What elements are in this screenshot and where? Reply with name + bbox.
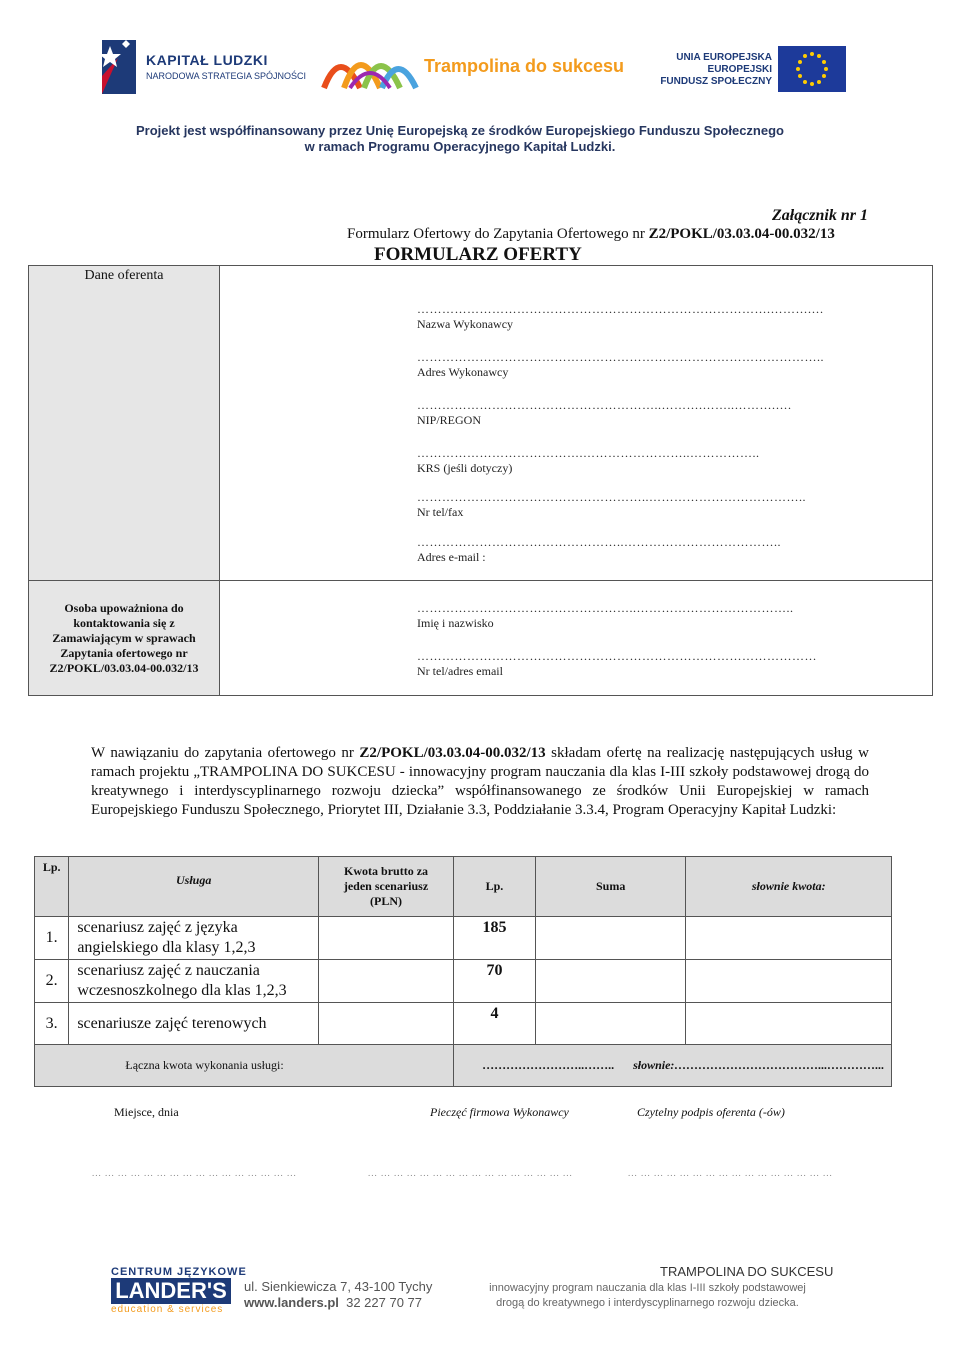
project-note (120, 123, 800, 155)
services-header-row (35, 857, 892, 917)
header-kwota: Kwota brutto za jeden scenariusz (PLN) (319, 857, 454, 917)
field-tel[interactable] (417, 490, 824, 535)
header-suma: Suma (535, 857, 686, 917)
row3-lp: 3. (35, 1003, 69, 1045)
offer-paragraph (91, 744, 869, 820)
formularz-subtitle (347, 226, 835, 243)
signature-line-stamp[interactable]: ... ... ... ... ... ... ... ... ... ... ... ... ... ... ... ... (368, 1168, 573, 1178)
footer-edu: education & services (111, 1304, 224, 1315)
dane-label-cell (29, 266, 220, 581)
field-krs-dots: ………………………………….……………………..…………….. (417, 446, 760, 460)
trampolina-title: Trampolina do sukcesu (424, 56, 625, 76)
table-row (35, 960, 892, 1003)
dane-fields (417, 302, 824, 565)
services-table (34, 856, 892, 1087)
kapital-ludzki-title: KAPITAŁ LUDZKI (146, 52, 268, 68)
dane-label: Dane oferenta (84, 268, 164, 283)
osoba-label-cell (29, 581, 220, 696)
kapital-ludzki-emblem-icon (96, 36, 140, 96)
row2-name: scenariusz zajęć z nauczania wczesnoszkolnego dla klas 1,2,3 (69, 960, 319, 1003)
field-nazwa-dots: ………………………………………………………………………….……….… (417, 302, 824, 316)
eu-flag-icon (778, 46, 846, 92)
total-dots: ……………………..…….. (482, 1058, 615, 1072)
field-adres[interactable] (417, 350, 824, 398)
footer-contact (244, 1295, 422, 1310)
row3-slownie[interactable] (686, 1003, 892, 1045)
pieczec-label: Pieczęć firmowa Wykonawcy (430, 1105, 569, 1119)
osoba-fields (417, 601, 817, 679)
header-usluga: Usługa (69, 857, 319, 917)
eu-flag (778, 46, 846, 97)
footer-landers-logo: LANDER'S (111, 1278, 231, 1304)
ue-line1: UNIA EUROPEJSKA (676, 52, 772, 63)
signature-line-place[interactable]: ... ... ... ... ... ... ... ... ... ... ... ... ... ... ... ... (92, 1168, 297, 1178)
row1-lp: 1. (35, 917, 69, 960)
row1-slownie[interactable] (686, 917, 892, 960)
header-lp: Lp. (35, 857, 69, 917)
project-line2: w ramach Programu Operacyjnego Kapitał Ludzki. (304, 139, 616, 154)
total-value-cell[interactable] (454, 1045, 892, 1087)
field-imie[interactable] (417, 601, 817, 649)
field-nip-label: NIP/REGON (417, 413, 482, 427)
field-kontakt-label: Nr tel/adres email (417, 664, 503, 678)
row1-suma[interactable] (535, 917, 686, 960)
field-tel-dots: ………………………………………………..……………………………….. (417, 490, 806, 504)
footer-tr-title: TRAMPOLINA DO SUKCESU (660, 1264, 834, 1279)
row1-name: scenariusz zajęć z języka angielskiego dla klasy 1,2,3 (69, 917, 319, 960)
field-tel-label: Nr tel/fax (417, 505, 464, 519)
field-krs[interactable] (417, 446, 824, 490)
miejsce-label: Miejsce, dnia (114, 1105, 179, 1119)
field-adres-label: Adres Wykonawcy (417, 365, 509, 379)
total-slownie: słownie:………………………………...…………... (633, 1058, 885, 1072)
field-email-label: Adres e-mail : (417, 550, 486, 564)
signature-line-sign[interactable]: ... ... ... ... ... ... ... ... ... ... ... ... ... ... ... ... (628, 1168, 833, 1178)
header-lp2: Lp. (454, 857, 536, 917)
header-slownie: słownie kwota: (686, 857, 892, 917)
row1-kwota[interactable] (319, 917, 454, 960)
field-email[interactable] (417, 535, 824, 565)
footer-address: ul. Sienkiewicza 7, 43-100 Tychy (244, 1279, 433, 1294)
paragraph-code: Z2/POKL/03.03.04-00.032/13 (359, 745, 546, 761)
row2-kwota[interactable] (319, 960, 454, 1003)
table-row (35, 1003, 892, 1045)
field-nazwa-label: Nazwa Wykonawcy (417, 317, 514, 331)
rainbow-arcs-icon (320, 38, 420, 94)
dane-oferenta-table (28, 265, 933, 696)
kapital-ludzki-subtitle: NARODOWA STRATEGIA SPÓJNOŚCI (146, 71, 307, 81)
row2-suma[interactable] (535, 960, 686, 1003)
field-email-dots: …………………………………………..……………………………….. (417, 535, 781, 549)
osoba-fields-cell (220, 581, 933, 696)
footer-web[interactable]: www.landers.pl (244, 1295, 339, 1310)
field-krs-label: KRS (jeśli dotyczy) (417, 461, 513, 475)
field-imie-label: Imię i nazwisko (417, 616, 494, 630)
field-nip-dots: …………………………………………………..……….……..……….…. (417, 398, 792, 412)
row2-qty: 70 (454, 960, 536, 1003)
ue-line2: EUROPEJSKI (707, 64, 772, 75)
ue-line3: FUNDUSZ SPOŁECZNY (660, 76, 772, 87)
footer-centrum: CENTRUM JĘZYKOWE (111, 1266, 247, 1278)
podpis-label: Czytelny podpis oferenta (-ów) (637, 1105, 785, 1119)
field-kontakt[interactable] (417, 649, 817, 679)
field-kontakt-dots: …………………………………………………………………………………… (417, 649, 817, 663)
kapital-ludzki-logo (96, 36, 140, 101)
formularz-prefix: Formularz Ofertowy do Zapytania Ofertowego nr (347, 226, 649, 242)
total-label: Łączna kwota wykonania usługi: (35, 1045, 454, 1087)
row3-qty: 4 (454, 1003, 536, 1045)
formularz-code: Z2/POKL/03.03.04-00.032/13 (648, 226, 835, 242)
row3-name: scenariusze zajęć terenowych (69, 1003, 319, 1045)
paragraph-part2: składam ofertę na realizację następujących usług w ramach projektu „TRAMPOLINA DO SUKCESU - innowacyjny program nauczania dla klas I-III szkoły podstawowej drogą do kreatywnego i interdyscyplinarnego rozwoju dziecka” współfinansowanego ze środków Unii Europejskiej w ramach Europejskiego Funduszu Społecznego, Priorytet III, Działanie 3.3, Poddziałanie 3.3.4, Program Operacyjny Kapitał Ludzki: (91, 745, 869, 818)
row2-slownie[interactable] (686, 960, 892, 1003)
table-row (35, 917, 892, 960)
field-imie-dots: ……………………………………………..……………………………….. (417, 601, 794, 615)
row3-suma[interactable] (535, 1003, 686, 1045)
paragraph-part1: W nawiązaniu do zapytania ofertowego nr (91, 745, 360, 761)
page-title: FORMULARZ OFERTY (374, 244, 582, 265)
footer-phone: 32 227 70 77 (346, 1295, 423, 1310)
dane-fields-cell (220, 266, 933, 581)
row1-qty: 185 (454, 917, 536, 960)
osoba-label: Osoba upoważniona do kontaktowania się z Zamawiającym w sprawach Zapytania ofertowego nr Z2/POKL/03.03.04-00.032/13 (49, 600, 199, 675)
footer-tr-line2: drogą do kreatywnego i interdyscyplinarnego rozwoju dziecka. (496, 1297, 799, 1309)
ue-text (660, 52, 772, 88)
field-nazwa[interactable] (417, 302, 824, 350)
field-adres-dots: …………………………………………………………………………………….. (417, 350, 824, 364)
trampolina-logo (320, 38, 420, 99)
project-line1: Projekt jest współfinansowany przez Unię Europejską ze środków Europejskiego Funduszu Społecznego (136, 123, 784, 138)
row3-kwota[interactable] (319, 1003, 454, 1045)
footer-tr-desc (470, 1281, 825, 1311)
zalacznik-label: Załącznik nr 1 (771, 207, 868, 224)
footer-tr-line1: innowacyjny program nauczania dla klas I-III szkoły podstawowej (489, 1282, 806, 1294)
total-row (35, 1045, 892, 1087)
field-nip[interactable] (417, 398, 824, 446)
row2-lp: 2. (35, 960, 69, 1003)
